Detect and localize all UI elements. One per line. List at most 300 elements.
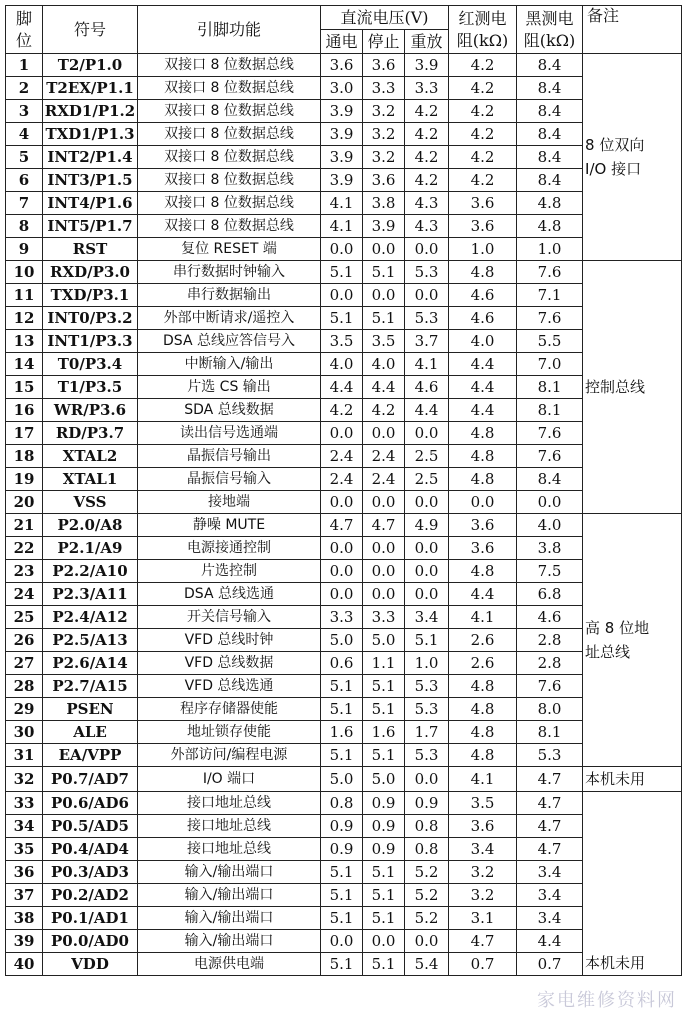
pin-symbol: INT0/P3.2 (43, 307, 138, 330)
voltage-on: 4.4 (321, 376, 363, 399)
table-row (6, 652, 682, 675)
note-control: 控制总线 (583, 261, 682, 514)
table-row (6, 953, 682, 976)
resistance-black: 8.1 (517, 376, 583, 399)
pin-number: 7 (6, 192, 43, 215)
pin-symbol: INT5/P1.7 (43, 215, 138, 238)
pin-number: 16 (6, 399, 43, 422)
table-row (6, 815, 682, 838)
resistance-red: 4.2 (449, 123, 517, 146)
voltage-play: 0.0 (405, 930, 449, 953)
pin-symbol: RST (43, 238, 138, 261)
pin-function: 接口地址总线 (138, 838, 321, 861)
header-red (449, 6, 517, 54)
voltage-stop: 3.5 (363, 330, 405, 353)
pin-number: 28 (6, 675, 43, 698)
pin-number: 39 (6, 930, 43, 953)
resistance-black: 5.5 (517, 330, 583, 353)
header-play: 重放 (405, 30, 449, 54)
pin-symbol: RXD/P3.0 (43, 261, 138, 284)
header-pin-line2: 位 (15, 30, 32, 50)
voltage-stop: 0.0 (363, 583, 405, 606)
pin-function: 串行数据输出 (138, 284, 321, 307)
pin-number: 12 (6, 307, 43, 330)
voltage-stop: 0.0 (363, 537, 405, 560)
voltage-stop: 5.1 (363, 307, 405, 330)
resistance-black: 4.8 (517, 192, 583, 215)
voltage-on: 3.9 (321, 100, 363, 123)
resistance-red: 4.2 (449, 100, 517, 123)
resistance-black: 8.4 (517, 169, 583, 192)
voltage-on: 0.0 (321, 930, 363, 953)
voltage-play: 3.4 (405, 606, 449, 629)
pin-symbol: XTAL1 (43, 468, 138, 491)
pin-number: 27 (6, 652, 43, 675)
voltage-stop: 3.6 (363, 169, 405, 192)
resistance-red: 3.6 (449, 215, 517, 238)
resistance-black: 7.5 (517, 560, 583, 583)
resistance-red: 4.8 (449, 560, 517, 583)
voltage-play: 4.6 (405, 376, 449, 399)
pin-number: 10 (6, 261, 43, 284)
pin-symbol: XTAL2 (43, 445, 138, 468)
table-row (6, 884, 682, 907)
voltage-stop: 5.1 (363, 675, 405, 698)
table-row (6, 491, 682, 514)
note-line: 高 8 位地 (585, 619, 650, 637)
voltage-stop: 5.1 (363, 698, 405, 721)
resistance-red: 4.2 (449, 54, 517, 77)
pin-function: 晶振信号输入 (138, 468, 321, 491)
pin-function: 晶振信号输出 (138, 445, 321, 468)
pin-number: 24 (6, 583, 43, 606)
pin-symbol: VSS (43, 491, 138, 514)
resistance-black: 1.0 (517, 238, 583, 261)
resistance-black: 8.4 (517, 77, 583, 100)
voltage-play: 4.9 (405, 514, 449, 537)
pin-symbol: T2/P1.0 (43, 54, 138, 77)
pin-symbol: INT4/P1.6 (43, 192, 138, 215)
resistance-black: 4.7 (517, 838, 583, 861)
resistance-red: 3.2 (449, 884, 517, 907)
pin-symbol: P0.6/AD6 (43, 792, 138, 815)
resistance-red: 4.7 (449, 930, 517, 953)
pin-symbol: INT3/P1.5 (43, 169, 138, 192)
resistance-black: 8.4 (517, 54, 583, 77)
pin-function: DSA 总线选通 (138, 583, 321, 606)
voltage-on: 0.0 (321, 560, 363, 583)
voltage-stop: 5.1 (363, 953, 405, 976)
pin-symbol: P0.0/AD0 (43, 930, 138, 953)
table-row (6, 54, 682, 77)
header-black-line1: 黑测电 (525, 8, 574, 28)
voltage-stop: 3.2 (363, 146, 405, 169)
voltage-play: 0.0 (405, 491, 449, 514)
header-on: 通电 (321, 30, 363, 54)
voltage-play: 5.3 (405, 698, 449, 721)
voltage-stop: 3.6 (363, 54, 405, 77)
pin-symbol: P2.6/A14 (43, 652, 138, 675)
resistance-red: 4.8 (449, 744, 517, 767)
resistance-red: 0.7 (449, 953, 517, 976)
voltage-stop: 3.2 (363, 100, 405, 123)
pin-function: 双接口 8 位数据总线 (138, 77, 321, 100)
header-dc-voltage: 直流电压(V) (321, 6, 449, 30)
resistance-red: 4.1 (449, 606, 517, 629)
resistance-red: 4.8 (449, 445, 517, 468)
pin-function: VFD 总线数据 (138, 652, 321, 675)
pin-function: 程序存储器使能 (138, 698, 321, 721)
voltage-play: 5.2 (405, 907, 449, 930)
voltage-play: 5.3 (405, 675, 449, 698)
pin-symbol: P0.1/AD1 (43, 907, 138, 930)
header-note: 备注 (583, 6, 682, 54)
resistance-black: 4.8 (517, 215, 583, 238)
resistance-red: 3.1 (449, 907, 517, 930)
table-row (6, 238, 682, 261)
table-row (6, 261, 682, 284)
pin-symbol: P0.2/AD2 (43, 884, 138, 907)
table-row (6, 629, 682, 652)
table-row (6, 861, 682, 884)
resistance-red: 3.6 (449, 815, 517, 838)
pin-number: 33 (6, 792, 43, 815)
voltage-stop: 3.8 (363, 192, 405, 215)
voltage-stop: 5.1 (363, 744, 405, 767)
resistance-red: 4.4 (449, 399, 517, 422)
pin-function: VFD 总线选通 (138, 675, 321, 698)
pin-symbol: P2.5/A13 (43, 629, 138, 652)
voltage-on: 4.1 (321, 215, 363, 238)
pin-function: 双接口 8 位数据总线 (138, 54, 321, 77)
table-row (6, 353, 682, 376)
pin-function: 静噪 MUTE (138, 514, 321, 537)
pin-symbol: RD/P3.7 (43, 422, 138, 445)
pin-number: 23 (6, 560, 43, 583)
voltage-stop: 2.4 (363, 468, 405, 491)
pin-number: 3 (6, 100, 43, 123)
voltage-play: 2.5 (405, 468, 449, 491)
voltage-stop: 0.9 (363, 815, 405, 838)
resistance-red: 4.8 (449, 721, 517, 744)
resistance-black: 3.4 (517, 884, 583, 907)
voltage-on: 5.0 (321, 767, 363, 792)
pin-number: 9 (6, 238, 43, 261)
header-row-1 (6, 6, 682, 30)
resistance-red: 3.6 (449, 514, 517, 537)
voltage-on: 5.1 (321, 307, 363, 330)
table-row (6, 123, 682, 146)
pin-number: 37 (6, 884, 43, 907)
voltage-play: 3.3 (405, 77, 449, 100)
voltage-stop: 0.0 (363, 284, 405, 307)
voltage-on: 5.1 (321, 884, 363, 907)
voltage-play: 5.3 (405, 307, 449, 330)
pin-function: 接口地址总线 (138, 792, 321, 815)
table-row (6, 721, 682, 744)
voltage-play: 0.0 (405, 238, 449, 261)
header-stop: 停止 (363, 30, 405, 54)
table-row (6, 606, 682, 629)
pin-symbol: P2.4/A12 (43, 606, 138, 629)
voltage-stop: 0.0 (363, 422, 405, 445)
pin-function: 串行数据时钟输入 (138, 261, 321, 284)
pin-number: 5 (6, 146, 43, 169)
resistance-black: 7.6 (517, 307, 583, 330)
voltage-on: 0.0 (321, 422, 363, 445)
voltage-play: 0.0 (405, 767, 449, 792)
voltage-play: 0.9 (405, 792, 449, 815)
voltage-on: 3.5 (321, 330, 363, 353)
voltage-stop: 0.0 (363, 238, 405, 261)
pin-symbol: P0.5/AD5 (43, 815, 138, 838)
table-row (6, 307, 682, 330)
pin-function: 双接口 8 位数据总线 (138, 146, 321, 169)
table-row (6, 698, 682, 721)
table-row (6, 399, 682, 422)
resistance-black: 2.8 (517, 629, 583, 652)
voltage-on: 0.0 (321, 583, 363, 606)
voltage-on: 2.4 (321, 468, 363, 491)
note-line: I/O 接口 (585, 160, 642, 178)
note-line: 址总线 (585, 643, 631, 661)
table-row (6, 376, 682, 399)
pin-function: 外部中断请求/遥控入 (138, 307, 321, 330)
table-row (6, 514, 682, 537)
table-row (6, 192, 682, 215)
voltage-on: 4.0 (321, 353, 363, 376)
resistance-red: 4.8 (449, 261, 517, 284)
header-pin (6, 6, 43, 54)
voltage-stop: 0.9 (363, 838, 405, 861)
voltage-stop: 4.7 (363, 514, 405, 537)
table-row (6, 744, 682, 767)
table-row (6, 77, 682, 100)
voltage-on: 4.7 (321, 514, 363, 537)
resistance-black: 8.4 (517, 100, 583, 123)
resistance-red: 4.2 (449, 169, 517, 192)
voltage-stop: 3.9 (363, 215, 405, 238)
pin-number: 15 (6, 376, 43, 399)
resistance-black: 3.8 (517, 537, 583, 560)
pin-symbol: ALE (43, 721, 138, 744)
voltage-on: 5.1 (321, 907, 363, 930)
pin-number: 32 (6, 767, 43, 792)
resistance-red: 4.2 (449, 77, 517, 100)
pin-function: 双接口 8 位数据总线 (138, 123, 321, 146)
note-addr (583, 514, 682, 767)
voltage-play: 1.0 (405, 652, 449, 675)
resistance-black: 8.4 (517, 468, 583, 491)
pin-symbol: P2.2/A10 (43, 560, 138, 583)
pin-function: VFD 总线时钟 (138, 629, 321, 652)
voltage-play: 2.5 (405, 445, 449, 468)
header-black (517, 6, 583, 54)
resistance-red: 4.8 (449, 698, 517, 721)
header-red-line2: 阻(kΩ) (456, 30, 509, 50)
table-row (6, 583, 682, 606)
pin-function: 片选 CS 输出 (138, 376, 321, 399)
pin-symbol: PSEN (43, 698, 138, 721)
pin-function: DSA 总线应答信号入 (138, 330, 321, 353)
voltage-on: 3.9 (321, 123, 363, 146)
resistance-black: 8.1 (517, 721, 583, 744)
pin-number: 31 (6, 744, 43, 767)
note-unused2: 本机未用 (583, 792, 682, 976)
resistance-black: 4.4 (517, 930, 583, 953)
voltage-on: 0.8 (321, 792, 363, 815)
table-row (6, 907, 682, 930)
header-function: 引脚功能 (138, 6, 321, 54)
voltage-play: 3.9 (405, 54, 449, 77)
pin-number: 20 (6, 491, 43, 514)
voltage-on: 0.0 (321, 284, 363, 307)
pin-number: 14 (6, 353, 43, 376)
voltage-stop: 2.4 (363, 445, 405, 468)
resistance-red: 3.6 (449, 192, 517, 215)
pin-function: 电源接通控制 (138, 537, 321, 560)
voltage-on: 3.6 (321, 54, 363, 77)
voltage-play: 4.3 (405, 192, 449, 215)
voltage-stop: 5.1 (363, 861, 405, 884)
voltage-on: 5.1 (321, 953, 363, 976)
table-row (6, 792, 682, 815)
voltage-stop: 5.0 (363, 629, 405, 652)
pin-number: 4 (6, 123, 43, 146)
voltage-on: 3.9 (321, 169, 363, 192)
resistance-black: 7.0 (517, 353, 583, 376)
voltage-stop: 4.2 (363, 399, 405, 422)
resistance-black: 2.8 (517, 652, 583, 675)
pin-number: 6 (6, 169, 43, 192)
header-red-line1: 红测电 (458, 8, 507, 28)
resistance-black: 0.0 (517, 491, 583, 514)
pin-symbol: T2EX/P1.1 (43, 77, 138, 100)
resistance-black: 3.4 (517, 861, 583, 884)
table-row (6, 100, 682, 123)
pin-number: 1 (6, 54, 43, 77)
resistance-red: 4.1 (449, 767, 517, 792)
pin-function: 复位 RESET 端 (138, 238, 321, 261)
table-row (6, 445, 682, 468)
pin-number: 22 (6, 537, 43, 560)
pin-symbol: P2.7/A15 (43, 675, 138, 698)
pin-symbol: P2.3/A11 (43, 583, 138, 606)
voltage-stop: 3.2 (363, 123, 405, 146)
resistance-red: 4.8 (449, 422, 517, 445)
voltage-stop: 4.0 (363, 353, 405, 376)
resistance-black: 8.0 (517, 698, 583, 721)
voltage-stop: 3.3 (363, 606, 405, 629)
pin-function: 输入/输出端口 (138, 861, 321, 884)
pin-function: 接口地址总线 (138, 815, 321, 838)
resistance-black: 7.6 (517, 422, 583, 445)
pin-number: 2 (6, 77, 43, 100)
table-row (6, 169, 682, 192)
note-io (583, 54, 682, 261)
resistance-black: 6.8 (517, 583, 583, 606)
voltage-on: 3.3 (321, 606, 363, 629)
voltage-on: 3.0 (321, 77, 363, 100)
resistance-red: 4.6 (449, 307, 517, 330)
resistance-black: 4.6 (517, 606, 583, 629)
pin-symbol: P2.1/A9 (43, 537, 138, 560)
resistance-black: 7.6 (517, 261, 583, 284)
voltage-stop: 1.6 (363, 721, 405, 744)
pin-function: 开关信号输入 (138, 606, 321, 629)
resistance-red: 4.8 (449, 468, 517, 491)
pin-symbol: T0/P3.4 (43, 353, 138, 376)
voltage-play: 0.0 (405, 560, 449, 583)
voltage-on: 0.6 (321, 652, 363, 675)
pin-number: 35 (6, 838, 43, 861)
voltage-on: 2.4 (321, 445, 363, 468)
resistance-red: 3.4 (449, 838, 517, 861)
resistance-black: 4.7 (517, 792, 583, 815)
voltage-stop: 5.0 (363, 767, 405, 792)
pin-function: 双接口 8 位数据总线 (138, 215, 321, 238)
voltage-play: 4.3 (405, 215, 449, 238)
note-unused1: 本机未用 (583, 767, 682, 792)
pin-number: 19 (6, 468, 43, 491)
pin-symbol: TXD1/P1.3 (43, 123, 138, 146)
resistance-black: 5.3 (517, 744, 583, 767)
pin-symbol: T1/P3.5 (43, 376, 138, 399)
voltage-play: 0.0 (405, 422, 449, 445)
resistance-black: 0.7 (517, 953, 583, 976)
voltage-on: 5.1 (321, 675, 363, 698)
voltage-on: 1.6 (321, 721, 363, 744)
voltage-on: 0.9 (321, 815, 363, 838)
pin-symbol: P0.4/AD4 (43, 838, 138, 861)
table-row (6, 560, 682, 583)
resistance-red: 4.4 (449, 353, 517, 376)
resistance-red: 4.2 (449, 146, 517, 169)
voltage-play: 4.4 (405, 399, 449, 422)
table-row (6, 284, 682, 307)
voltage-stop: 0.0 (363, 560, 405, 583)
table-row (6, 146, 682, 169)
resistance-red: 2.6 (449, 652, 517, 675)
resistance-black: 7.1 (517, 284, 583, 307)
voltage-play: 4.1 (405, 353, 449, 376)
pin-function: 中断输入/输出 (138, 353, 321, 376)
resistance-red: 3.2 (449, 861, 517, 884)
pin-number: 30 (6, 721, 43, 744)
voltage-play: 4.2 (405, 146, 449, 169)
voltage-on: 5.1 (321, 698, 363, 721)
resistance-black: 7.6 (517, 675, 583, 698)
voltage-on: 0.9 (321, 838, 363, 861)
pin-table (5, 5, 682, 976)
pin-symbol: P2.0/A8 (43, 514, 138, 537)
pin-number: 25 (6, 606, 43, 629)
pin-number: 26 (6, 629, 43, 652)
table-row (6, 468, 682, 491)
pin-symbol: WR/P3.6 (43, 399, 138, 422)
resistance-red: 4.4 (449, 376, 517, 399)
resistance-red: 4.4 (449, 583, 517, 606)
table-row (6, 838, 682, 861)
voltage-stop: 5.1 (363, 261, 405, 284)
pin-symbol: VDD (43, 953, 138, 976)
resistance-red: 1.0 (449, 238, 517, 261)
table-row (6, 537, 682, 560)
voltage-on: 0.0 (321, 238, 363, 261)
voltage-play: 0.0 (405, 284, 449, 307)
voltage-stop: 5.1 (363, 884, 405, 907)
resistance-black: 4.7 (517, 815, 583, 838)
